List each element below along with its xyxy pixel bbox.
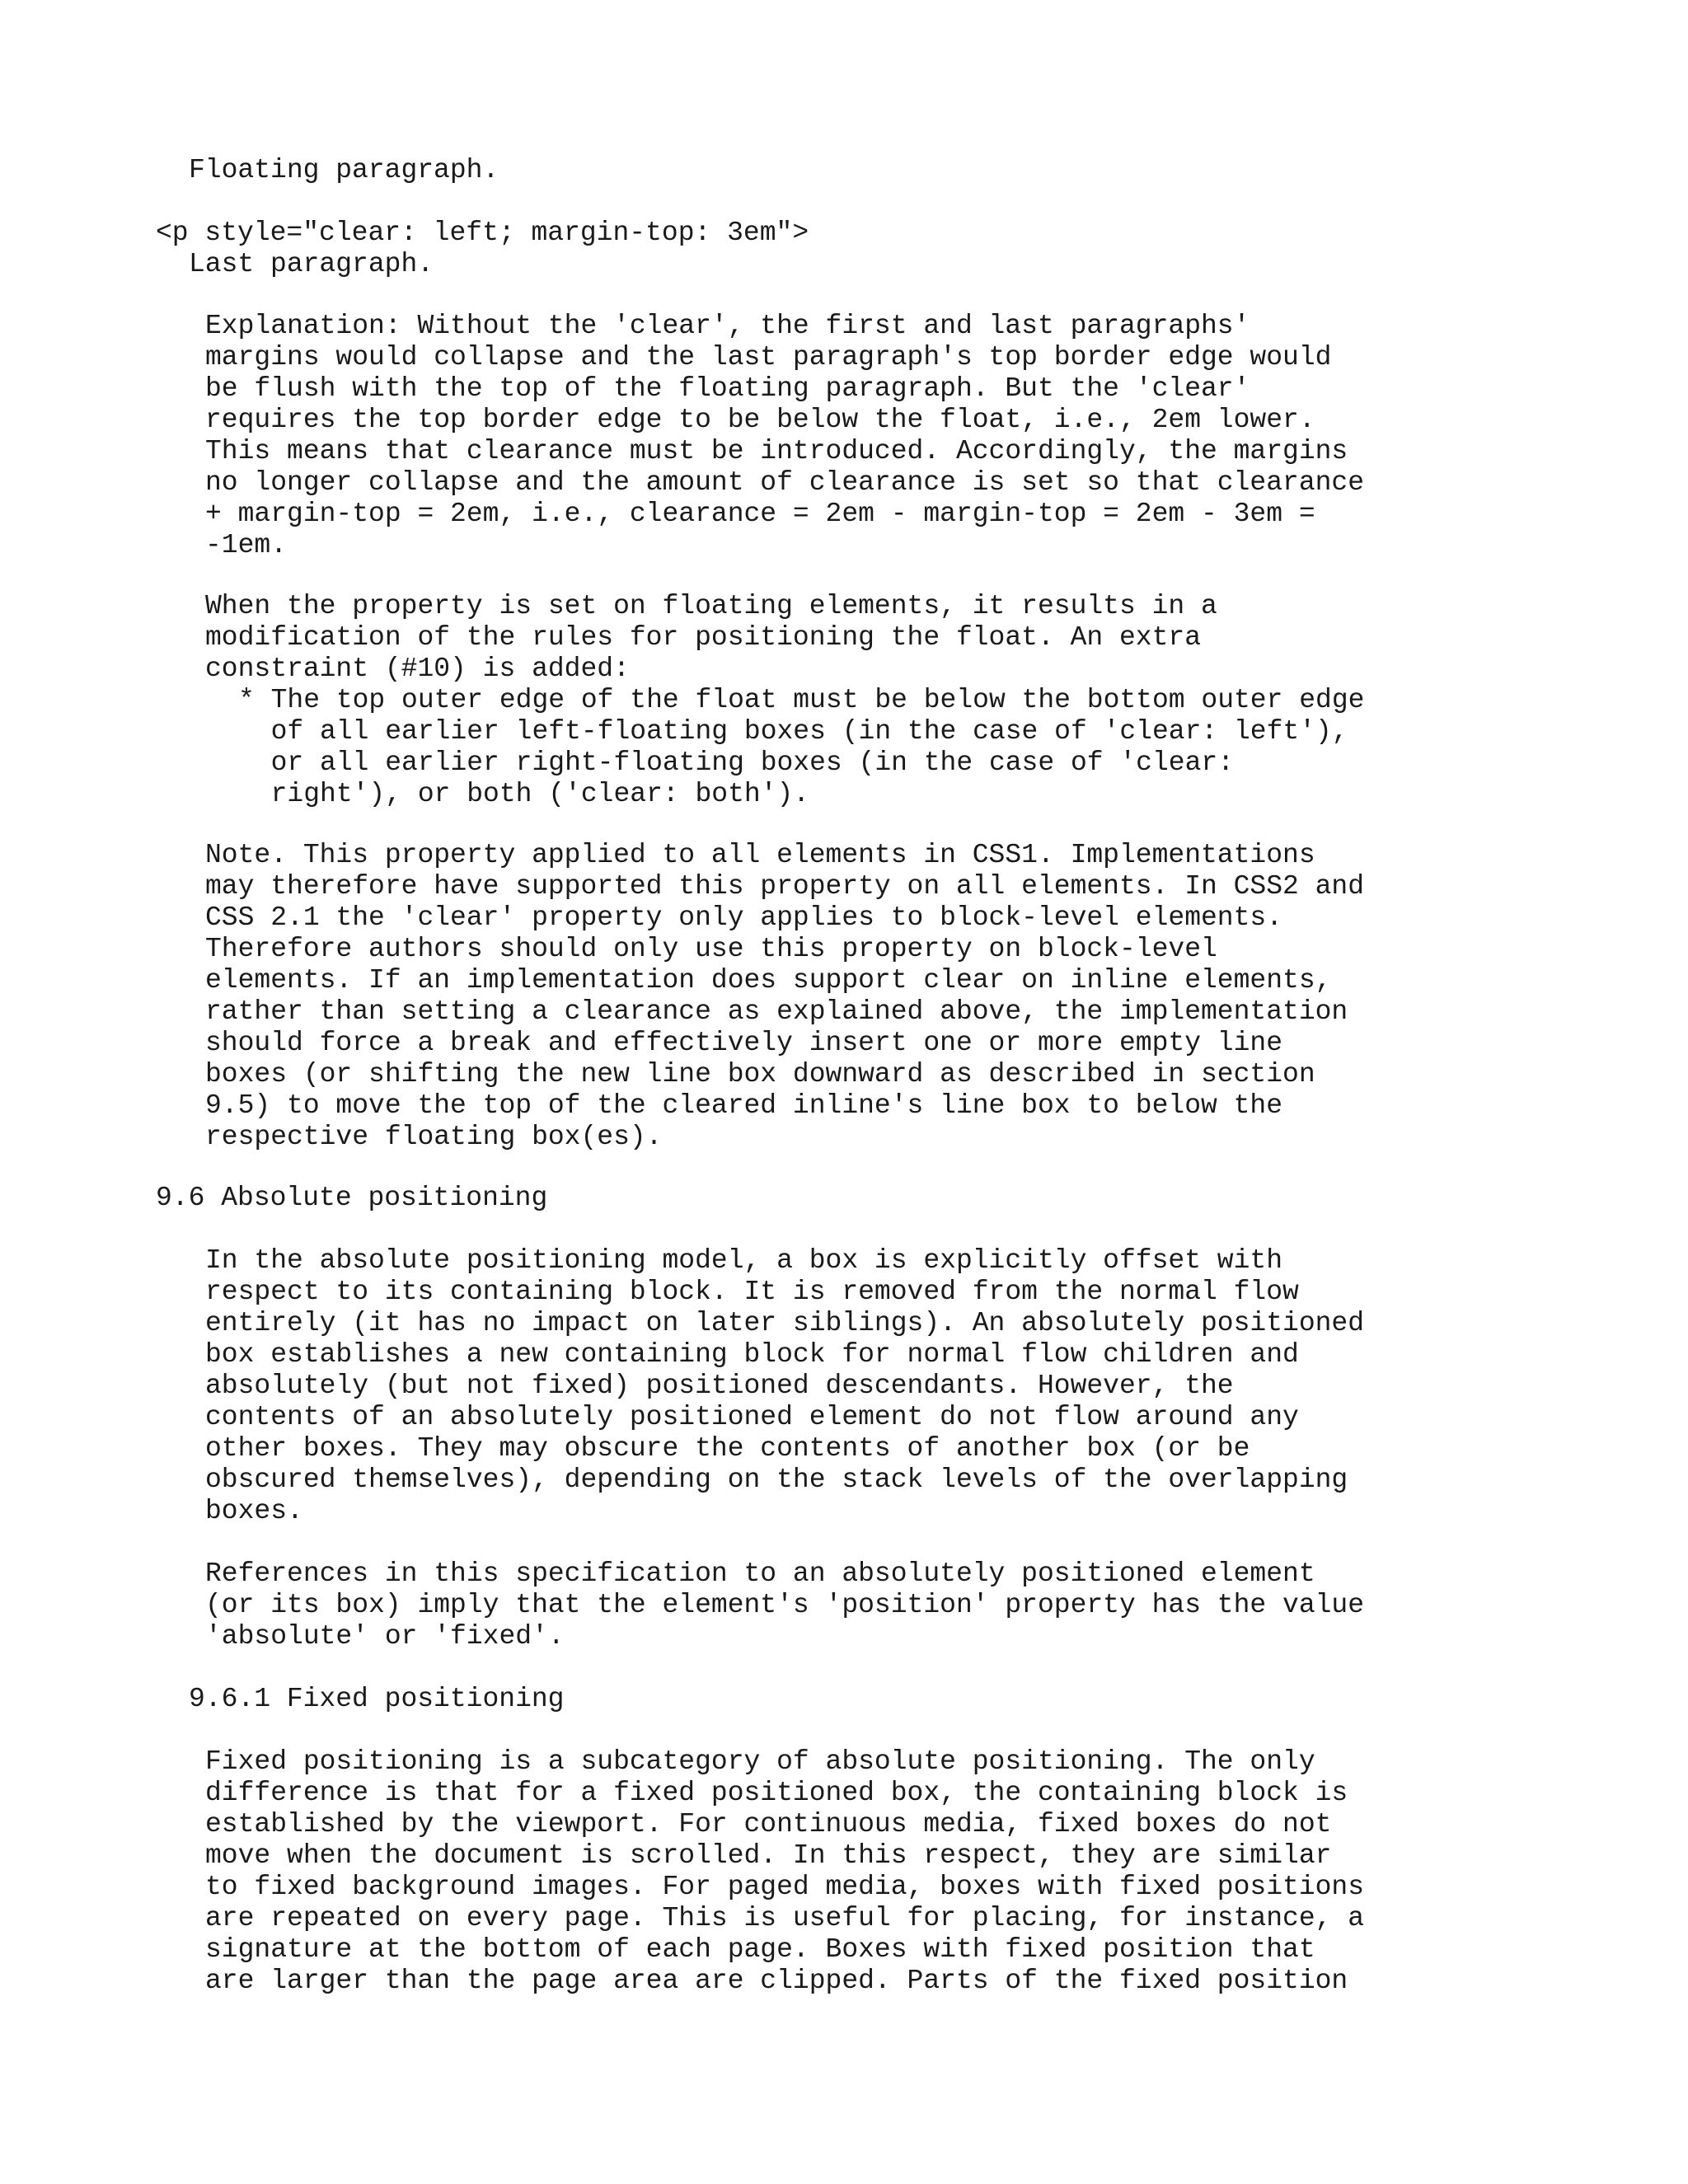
- floating-paragraph-text: Floating paragraph.: [189, 155, 499, 185]
- floating-rule-list-item: * The top outer edge of the float must be below the bottom outer edge of all earlier left-floating boxes (in the case of 'clear: left'), or all earlier right-floating boxes (in the case of 'clear: right'), or both ('clear: both').: [238, 685, 1365, 809]
- last-paragraph-text: Last paragraph.: [189, 249, 434, 279]
- section-heading-9-6: 9.6 Absolute positioning: [156, 1183, 548, 1213]
- fixed-positioning-intro-paragraph: Fixed positioning is a subcategory of absolute positioning. The only difference is that for a fixed positioned box, the containing block is established by the viewport. For continuous media, fixed boxes do not move when the document is scrolled. In this respect, they are similar to fixed background images. For paged media, boxes with fixed positions are repeated on every page. This is useful for placing, for instance, a signature at the bottom of each page. Boxes with fixed position that are larger than the page area are clipped. Parts of the fixed position: [205, 1746, 1365, 1996]
- floating-rule-intro-paragraph: When the property is set on floating elements, it results in a modification of the rules for positioning the float. An extra constraint (#10) is added:: [205, 591, 1217, 684]
- absolute-references-paragraph: References in this specification to an absolutely positioned element (or its box) imply that the element's 'position' property has the value 'absolute' or 'fixed'.: [205, 1558, 1365, 1652]
- section-heading-9-6-1: 9.6.1 Fixed positioning: [189, 1684, 565, 1714]
- explanation-paragraph: Explanation: Without the 'clear', the first and last paragraphs' margins would collapse and the last paragraph's top border edge would be flush with the top of the floating paragraph. But the 'clear' requires the top border edge to be below the float, i.e., 2em lower. This means that clearance must be introduced. Accordingly, the margins no longer collapse and the amount of clearance is set so that clearance + margin-top = 2em, i.e., clearance = 2em - margin-top = 2em - 3em = -1em.: [205, 311, 1365, 560]
- absolute-positioning-intro-paragraph: In the absolute positioning model, a box is explicitly offset with respect to its containing block. It is removed from the normal flow entirely (it has no impact on later siblings). An absolutely positioned box establishes a new containing block for normal flow children and absolutely (but not fixed) positioned descendants. However, the contents of an absolutely positioned element do not flow around any other boxes. They may obscure the contents of another box (or be obscured themselves), depending on the stack levels of the overlapping boxes.: [205, 1245, 1365, 1526]
- note-paragraph: Note. This property applied to all elements in CSS1. Implementations may therefore have supported this property on all elements. In CSS2 and CSS 2.1 the 'clear' property only applies to block-level elements. Therefore authors should only use this property on block-level elements. If an implementation does support clear on inline elements, rather than setting a clearance as explained above, the implementation should force a break and effectively insert one or more empty line boxes (or shifting the new line box downward as described in section 9.5) to move the top of the cleared inline's line box to below the respective floating box(es).: [205, 840, 1365, 1152]
- code-example-line: <p style="clear: left; margin-top: 3em">: [156, 218, 809, 248]
